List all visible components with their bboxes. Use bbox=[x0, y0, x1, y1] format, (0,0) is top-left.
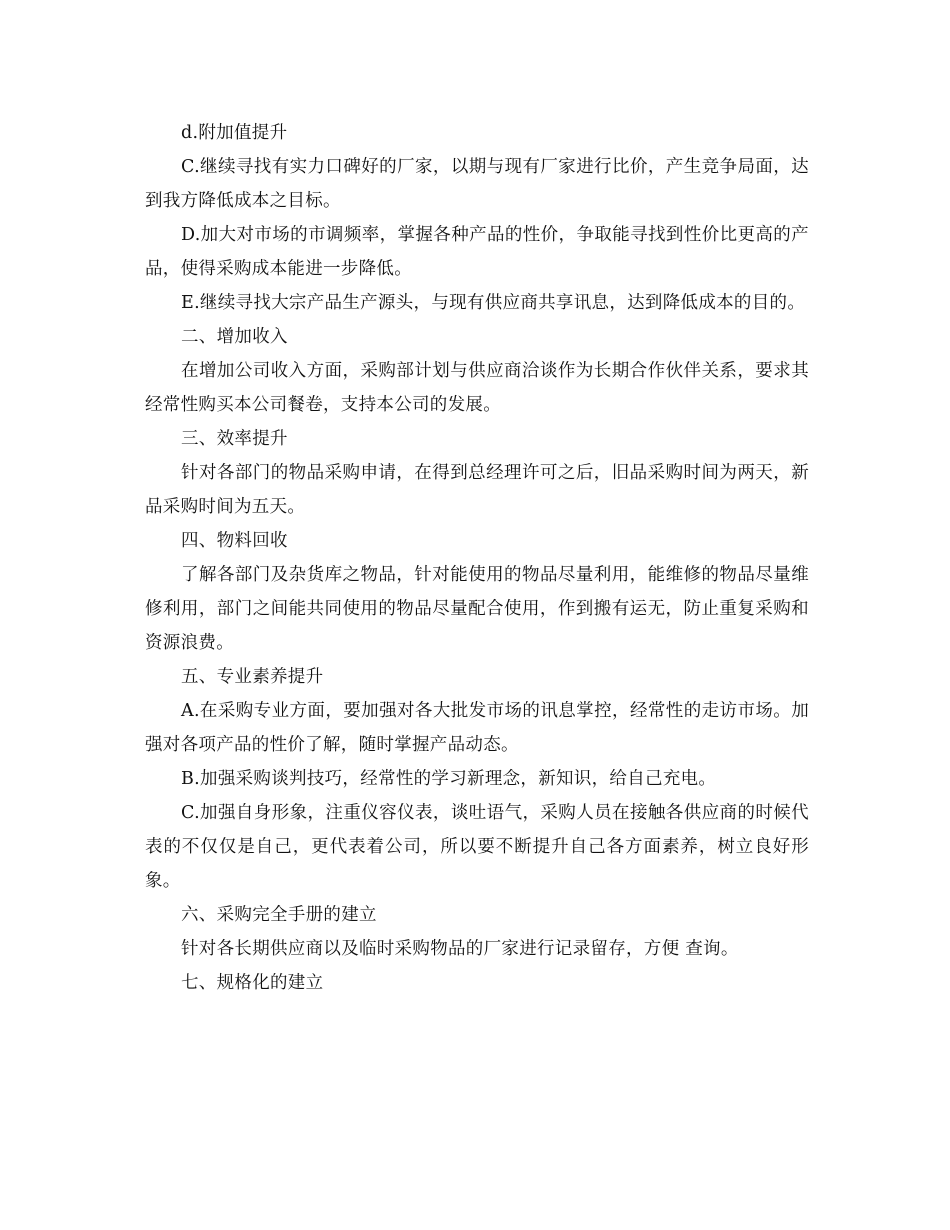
document-body bbox=[145, 116, 809, 1000]
item-negotiation-skills: B.加强采购谈判技巧，经常性的学习新理念，新知识，给自己充电。 bbox=[181, 769, 717, 789]
body-material-recovery: 了解各部门及杂货库之物品，针对能使用的物品尽量利用，能维修的物品尽量维修利用，部门之间能共同使用的物品尽量配合使用，作到搬有运无，防止重复采购和资源浪费。 bbox=[145, 565, 809, 653]
section-heading-purchase-manual: 六、采购完全手册的建立 bbox=[181, 905, 377, 925]
section-heading-material-recovery: 四、物料回收 bbox=[181, 531, 288, 551]
item-bulk-source: E.继续寻找大宗产品生产源头，与现有供应商共享讯息，达到降低成本的目的。 bbox=[181, 293, 806, 313]
item-self-image: C.加强自身形象，注重仪容仪表，谈吐语气，采购人员在接触各供应商的时候代表的不仅仅是自己，更代表着公司，所以要不断提升自己各方面素养，树立良好形象。 bbox=[145, 803, 809, 891]
item-value-added: d.附加值提升 bbox=[181, 123, 288, 143]
item-market-survey: D.加大对市场的市调频率，掌握各种产品的性价，争取能寻找到性价比更高的产品，使得采购成本能进一步降低。 bbox=[145, 225, 809, 279]
item-market-info: A.在采购专业方面，要加强对各大批发市场的讯息掌控，经常性的走访市场。加强对各项产品的性价了解，随时掌握产品动态。 bbox=[145, 701, 809, 755]
body-increase-income: 在增加公司收入方面，采购部计划与供应商洽谈作为长期合作伙伴关系，要求其经常性购买本公司餐卷，支持本公司的发展。 bbox=[145, 361, 809, 415]
section-heading-professional-skills: 五、专业素养提升 bbox=[181, 667, 324, 687]
section-heading-efficiency: 三、效率提升 bbox=[181, 429, 288, 449]
body-purchase-manual: 针对各长期供应商以及临时采购物品的厂家进行记录留存，方便 查询。 bbox=[181, 939, 739, 959]
section-heading-increase-income: 二、增加收入 bbox=[181, 327, 288, 347]
item-find-manufacturers: C.继续寻找有实力口碑好的厂家，以期与现有厂家进行比价，产生竞争局面，达到我方降低成本之目标。 bbox=[145, 157, 809, 211]
body-efficiency: 针对各部门的物品采购申请，在得到总经理许可之后，旧品采购时间为两天，新品采购时间为五天。 bbox=[145, 463, 809, 517]
section-heading-standardization: 七、规格化的建立 bbox=[181, 973, 324, 993]
